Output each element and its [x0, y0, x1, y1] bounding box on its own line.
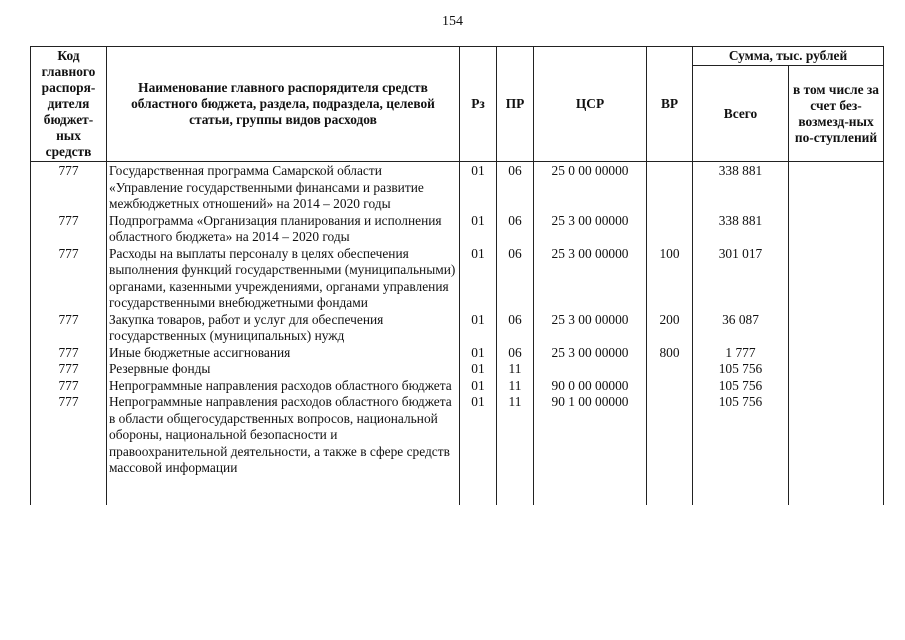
cell-code: 777 — [31, 361, 107, 378]
cell-gratuitous — [789, 213, 884, 246]
table-row — [31, 378, 884, 395]
header-csr: ЦСР — [534, 47, 647, 162]
cell-pr: 06 — [497, 345, 534, 362]
cell-csr: 25 0 00 00000 — [534, 162, 647, 213]
cell-total: 338 881 — [693, 162, 789, 213]
cell-total: 105 756 — [693, 394, 789, 477]
cell-name: Подпрограмма «Организация планирования и исполнения областного бюджета» на 2014 – 2020 годы — [107, 213, 460, 246]
cell-vr: 100 — [647, 246, 693, 312]
cell-gratuitous — [789, 162, 884, 213]
cell-total: 36 087 — [693, 312, 789, 345]
cell-code: 777 — [31, 312, 107, 345]
cell-total: 105 756 — [693, 378, 789, 395]
header-gratuitous: в том числе за счет без-возмезд-ных по-ступлений — [789, 66, 884, 162]
cell-rz: 01 — [460, 213, 497, 246]
cell-total: 338 881 — [693, 213, 789, 246]
cell-rz: 01 — [460, 246, 497, 312]
cell-csr: 90 1 00 00000 — [534, 394, 647, 477]
cell-code: 777 — [31, 246, 107, 312]
cell-pr: 06 — [497, 162, 534, 213]
cell-csr — [534, 361, 647, 378]
cell-pr: 11 — [497, 394, 534, 477]
cell-pr: 06 — [497, 246, 534, 312]
table-row — [31, 246, 884, 312]
page-number: 154 — [442, 14, 463, 29]
table-row — [31, 213, 884, 246]
table-row — [31, 312, 884, 345]
cell-code: 777 — [31, 345, 107, 362]
cell-pr: 11 — [497, 361, 534, 378]
cell-gratuitous — [789, 394, 884, 477]
table-row — [31, 162, 884, 213]
cell-rz: 01 — [460, 378, 497, 395]
cell-vr — [647, 394, 693, 477]
cell-name: Государственная программа Самарской области «Управление государственными финансами и развитие межбюджетных отношений» на 2014 – 2020 годы — [107, 162, 460, 213]
cell-code: 777 — [31, 378, 107, 395]
cell-csr: 25 3 00 00000 — [534, 345, 647, 362]
header-pr: ПР — [497, 47, 534, 162]
cell-rz: 01 — [460, 361, 497, 378]
cell-code: 777 — [31, 213, 107, 246]
table-row — [31, 361, 884, 378]
cell-name: Иные бюджетные ассигнования — [107, 345, 460, 362]
cell-csr: 25 3 00 00000 — [534, 312, 647, 345]
header-amount-group: Сумма, тыс. рублей — [693, 47, 884, 66]
cell-csr: 25 3 00 00000 — [534, 213, 647, 246]
cell-name: Закупка товаров, работ и услуг для обеспечения государственных (муниципальных) нужд — [107, 312, 460, 345]
header-total: Всего — [693, 66, 789, 162]
cell-vr — [647, 213, 693, 246]
cell-pr: 11 — [497, 378, 534, 395]
cell-name: Резервные фонды — [107, 361, 460, 378]
cell-total: 105 756 — [693, 361, 789, 378]
cell-name: Непрограммные направления расходов областного бюджета — [107, 378, 460, 395]
header-name: Наименование главного распорядителя средств областного бюджета, раздела, подраздела, целевой статьи, группы видов расходов — [107, 47, 460, 162]
cell-gratuitous — [789, 312, 884, 345]
cell-name: Непрограммные направления расходов областного бюджета в области общегосударственных вопросов, национальной обороны, национальной безопасности и правоохранительной деятельности, а также в сфере средств массовой информации — [107, 394, 460, 477]
cell-vr: 800 — [647, 345, 693, 362]
cell-pr: 06 — [497, 213, 534, 246]
cell-gratuitous — [789, 345, 884, 362]
header-code: Код главного распоря-дителя бюджет-ных средств — [31, 47, 107, 162]
cell-total: 301 017 — [693, 246, 789, 312]
budget-table — [30, 46, 884, 505]
header-vr: ВР — [647, 47, 693, 162]
table-row — [31, 345, 884, 362]
cell-gratuitous — [789, 361, 884, 378]
cell-pr: 06 — [497, 312, 534, 345]
cell-vr — [647, 378, 693, 395]
cell-rz: 01 — [460, 394, 497, 477]
cell-rz: 01 — [460, 162, 497, 213]
cell-gratuitous — [789, 378, 884, 395]
table-row — [31, 394, 884, 477]
cell-rz: 01 — [460, 345, 497, 362]
cell-rz: 01 — [460, 312, 497, 345]
cell-gratuitous — [789, 246, 884, 312]
cell-code: 777 — [31, 162, 107, 213]
cell-vr: 200 — [647, 312, 693, 345]
cell-name: Расходы на выплаты персоналу в целях обеспечения выполнения функций государственными (муниципальными) органами, казенными учреждениями, органами управления государственными внебюджетными фондами — [107, 246, 460, 312]
cell-csr: 25 3 00 00000 — [534, 246, 647, 312]
cell-csr: 90 0 00 00000 — [534, 378, 647, 395]
table-bottom-spacer — [31, 477, 884, 505]
cell-vr — [647, 361, 693, 378]
header-rz: Рз — [460, 47, 497, 162]
cell-vr — [647, 162, 693, 213]
cell-total: 1 777 — [693, 345, 789, 362]
cell-code: 777 — [31, 394, 107, 477]
